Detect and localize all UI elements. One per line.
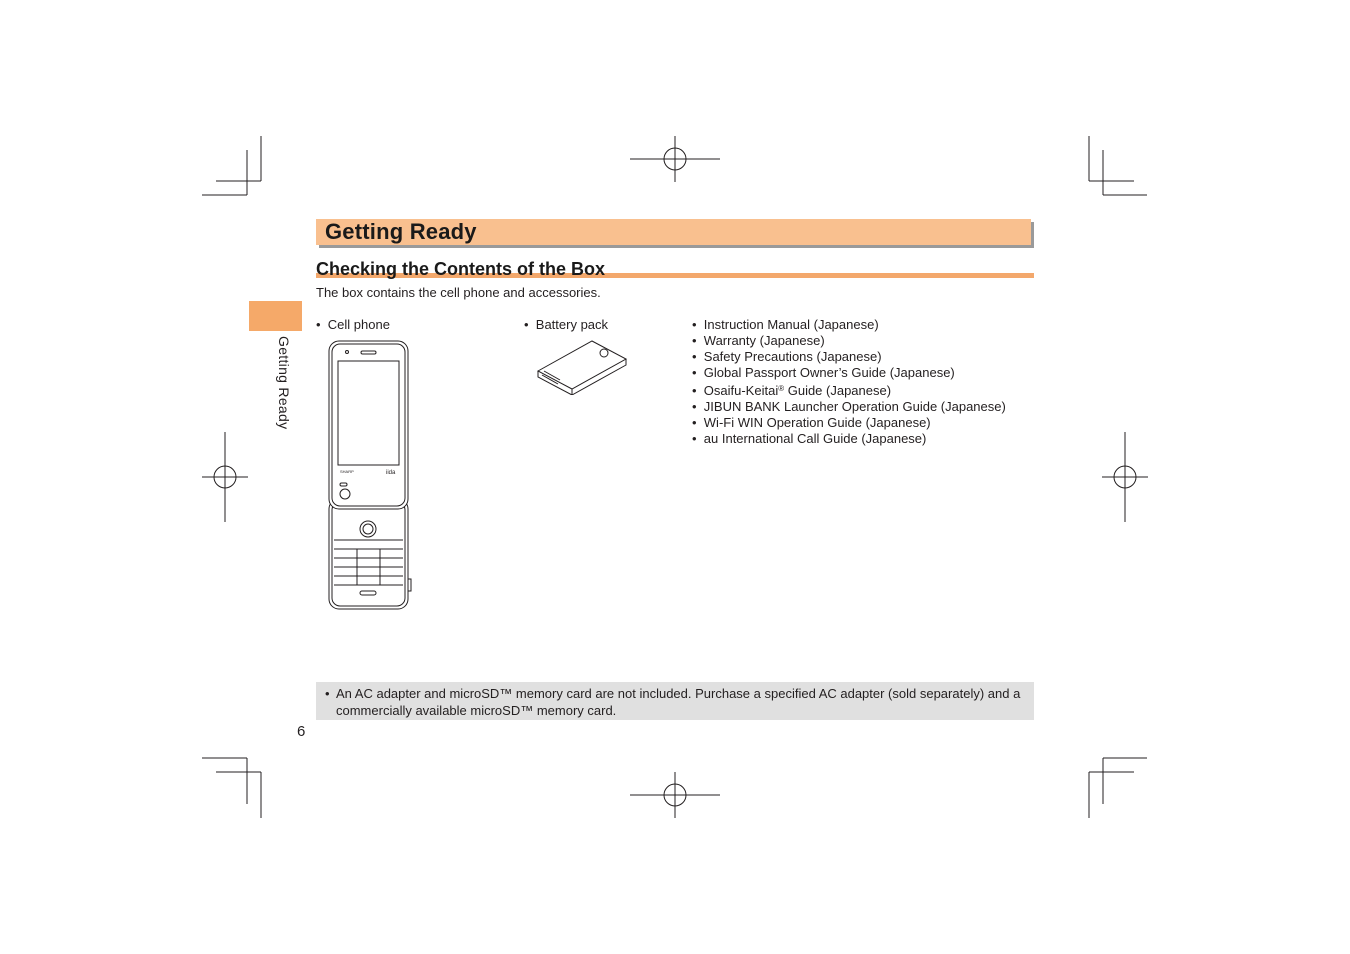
page-number: 6 <box>297 723 306 740</box>
section-intro-text: The box contains the cell phone and accessories. <box>316 285 601 300</box>
cell-phone-illustration <box>326 339 416 611</box>
battery-pack-illustration <box>534 337 630 395</box>
registered-mark: ® <box>778 384 785 393</box>
item-cell-phone-label: • Cell phone <box>316 317 390 332</box>
section-title: Checking the Contents of the Box <box>316 259 606 279</box>
phone-brand-label: SHARP <box>340 469 354 474</box>
side-tab-marker <box>249 301 302 331</box>
list-item: • Instruction Manual (Japanese) <box>692 317 879 332</box>
note-text: An AC adapter and microSD™ memory card are not included. Purchase a specified AC adapter (sold separately) and a commercially available microSD™ memory card. <box>336 686 1021 718</box>
included-documents-list <box>692 317 1006 447</box>
chapter-title: Getting Ready <box>325 219 477 244</box>
side-tab-label: Getting Ready <box>276 336 292 430</box>
list-item: • Wi-Fi WIN Operation Guide (Japanese) <box>692 415 931 430</box>
item-battery-pack-label: • Battery pack <box>524 317 609 332</box>
phone-model-label: iida <box>386 470 396 476</box>
list-item: • Safety Precautions (Japanese) <box>692 349 882 364</box>
list-item: • au International Call Guide (Japanese) <box>692 431 927 446</box>
list-item: • Osaifu-Keitai® Guide (Japanese) <box>692 383 892 398</box>
list-item: • Global Passport Owner’s Guide (Japanese) <box>692 365 955 380</box>
list-item: • JIBUN BANK Launcher Operation Guide (Japanese) <box>692 399 1006 414</box>
list-item: • Warranty (Japanese) <box>692 333 825 348</box>
note-bullet: • <box>325 686 330 701</box>
